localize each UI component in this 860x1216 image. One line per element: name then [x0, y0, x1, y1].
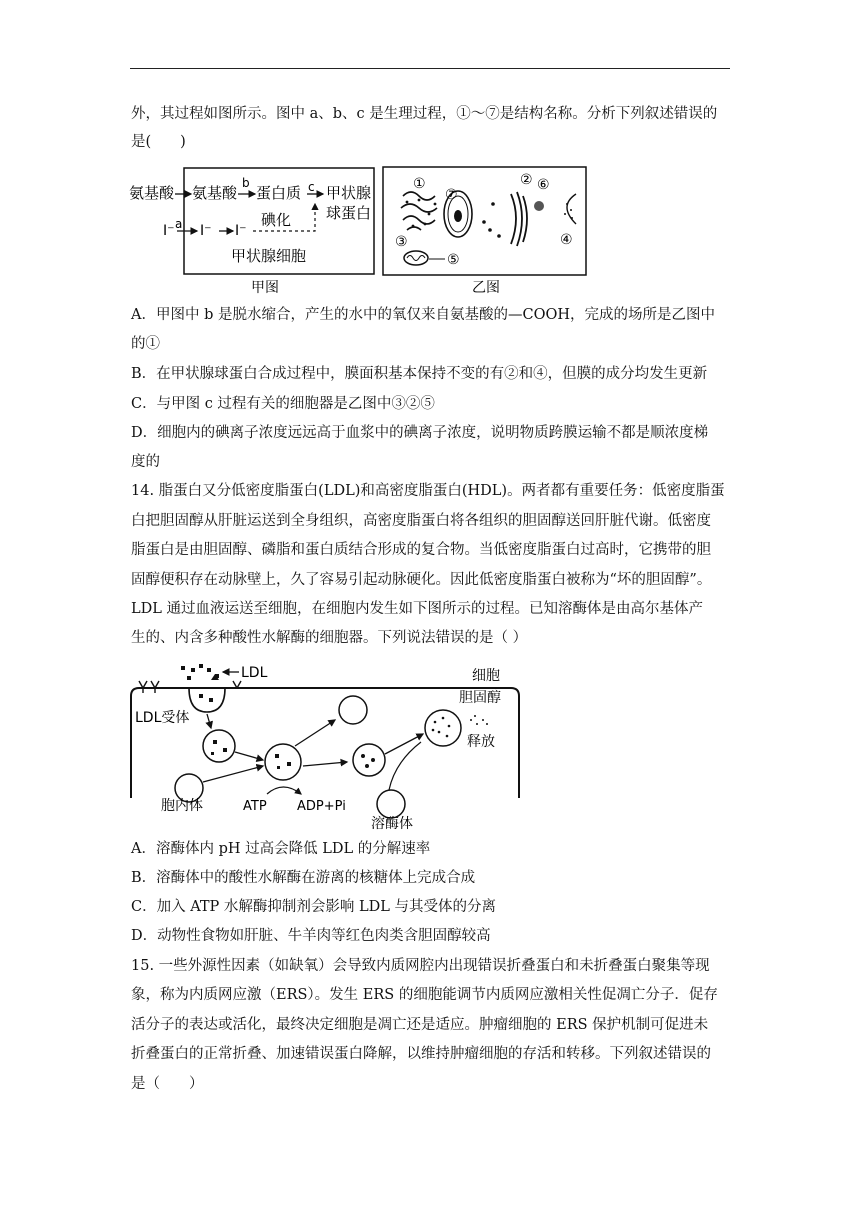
label-thyroglobulin-1: 甲状腺	[326, 184, 372, 202]
label-6: ⑥	[537, 177, 550, 193]
label-protein: 蛋白质	[256, 184, 302, 202]
lysosome	[377, 790, 405, 818]
figure-yi	[383, 167, 586, 296]
q14-option-a: A．溶酶体内 pH 过高会降低 LDL 的分解速率	[131, 841, 431, 857]
figure-jia	[129, 168, 374, 296]
label-thyroglobulin-2: 球蛋白	[326, 204, 372, 222]
caption-yi: 乙图	[472, 280, 500, 296]
label-endosome: 胞内体	[161, 798, 203, 814]
q13-option-d-line2: 度的	[131, 454, 160, 470]
q13-figure	[127, 164, 597, 298]
q14-line1: 14. 脂蛋白又分低密度脂蛋白(LDL)和高密度脂蛋白(HDL)。两者都有重要任务：低密度脂蛋	[131, 483, 725, 499]
q13-option-a-line2: 的①	[131, 336, 160, 352]
secondary-lysosome	[425, 710, 461, 746]
q13-option-d-line1: D．细胞内的碘离子浓度远远高于血浆中的碘离子浓度，说明物质跨膜运输不都是顺浓度梯	[131, 425, 709, 441]
q14-line4: 固醇便积存在动脉壁上，久了容易引起动脉硬化。因此低密度脂蛋白被称为“坏的胆固醇”。	[131, 572, 712, 588]
er-structure	[401, 192, 437, 230]
secretory-vesicle	[534, 201, 544, 211]
label-iodide-inside-1: I⁻	[200, 223, 212, 239]
q15-line5: 是（ ）	[131, 1076, 204, 1092]
label-iodination: 碘化	[261, 211, 292, 229]
q15-line1: 15. 一些外源性因素（如缺氧）会导致内质网腔内出现错误折叠蛋白和未折叠蛋白聚集等现	[131, 958, 710, 974]
label-1: ①	[413, 176, 426, 192]
q14-figure	[127, 662, 527, 832]
label-lysosome: 溶酶体	[371, 816, 413, 832]
q14-option-d: D．动物性食物如肝脏、牛羊肉等红色肉类含胆固醇较高	[131, 928, 491, 944]
mitochondrion	[404, 251, 428, 265]
caption-jia: 甲图	[251, 280, 279, 296]
label-ldl-receptor: LDL受体	[135, 710, 190, 726]
label-7: ⑦	[445, 187, 458, 203]
label-process-c: c	[308, 180, 315, 194]
header-rule	[130, 68, 730, 69]
label-cell: 细胞	[472, 668, 500, 684]
label-amino-acid-outside: 氨基酸	[129, 184, 175, 202]
label-iodide-outside: I⁻	[163, 223, 175, 239]
recycling-vesicle	[339, 696, 367, 724]
label-adp-pi: ADP+Pi	[297, 799, 346, 814]
q13-stem-line1: 外，其过程如图所示。图中 a、b、c 是生理过程，①～⑦是结构名称。分析下列叙述错误的	[131, 106, 718, 122]
q14-line3: 脂蛋白是由胆固醇、磷脂和蛋白质结合形成的复合物。当低密度脂蛋白过高时，它携带的胆	[131, 542, 711, 558]
q15-line4: 折叠蛋白的正常折叠、加速错误蛋白降解，以维持肿瘤细胞的存活和转移。下列叙述错误的	[131, 1046, 711, 1062]
label-iodide-inside-2: I⁻	[235, 223, 247, 239]
q14-line6: 生的、内含多种酸性水解酶的细胞器。下列说法错误的是（ ）	[131, 630, 528, 646]
q15-line2: 象，称为内质网应激（ERS）。发生 ERS 的细胞能调节内质网应激相关性促凋亡分子．促存	[131, 987, 718, 1003]
label-process-a: a	[175, 217, 183, 231]
ldl-vesicle	[353, 744, 385, 776]
label-process-b: b	[242, 176, 250, 190]
q14-line2: 白把胆固醇从肝脏运送到全身组织，高密度脂蛋白将各组织的胆固醇送回肝脏代谢。低密度	[131, 513, 711, 529]
label-thyroid-cell: 甲状腺细胞	[231, 247, 307, 265]
golgi	[511, 192, 527, 246]
q14-option-b: B．溶酶体中的酸性水解酶在游离的核糖体上完成合成	[131, 870, 476, 886]
label-atp: ATP	[243, 799, 267, 814]
q13-option-a-line1: A．甲图中 b 是脱水缩合，产生的水中的氧仅来自氨基酸的—COOH，完成的场所是乙图中	[131, 307, 715, 323]
q14-line5: LDL 通过血液运送至细胞，在细胞内发生如下图所示的过程。已知溶酶体是由高尔基体产	[131, 601, 703, 617]
ldl-particles	[181, 664, 219, 680]
label-amino-acid-inside: 氨基酸	[192, 184, 238, 202]
q13-option-b: B．在甲状腺球蛋白合成过程中，膜面积基本保持不变的有②和④，但膜的成分均发生更新	[131, 366, 708, 382]
label-cholesterol: 胆固醇	[459, 690, 501, 706]
label-5: ⑤	[447, 252, 460, 268]
q14-option-c: C．加入 ATP 水解酶抑制剂会影响 LDL 与其受体的分离	[131, 899, 497, 915]
coated-vesicle	[203, 730, 235, 762]
q15-line3: 活分子的表达或活化，最终决定细胞是凋亡还是适应。肿瘤细胞的 ERS 保护机制可促进未	[131, 1017, 709, 1033]
fused-endosome	[265, 744, 301, 780]
q13-option-c: C．与甲图 c 过程有关的细胞器是乙图中③②⑤	[131, 396, 435, 412]
q13-stem-line2: 是( )	[131, 134, 186, 150]
label-ldl: LDL	[241, 665, 268, 681]
label-3: ③	[395, 234, 408, 250]
label-2: ②	[520, 172, 533, 188]
released-cholesterol	[470, 715, 488, 725]
label-4: ④	[560, 232, 573, 248]
label-release: 释放	[467, 734, 495, 750]
